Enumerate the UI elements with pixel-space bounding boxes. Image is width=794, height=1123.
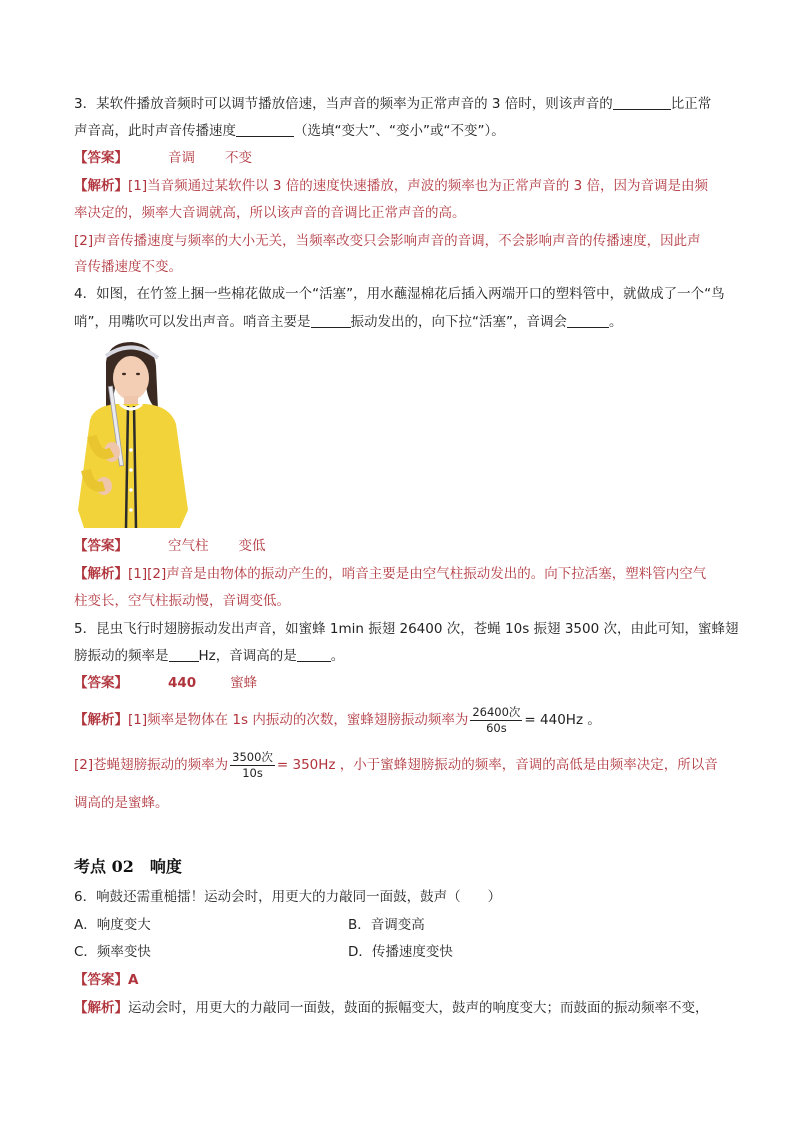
- q3-analysis-line4: 音传播速度不变。: [74, 259, 182, 275]
- q6-option-d: D．传播速度变快: [348, 944, 453, 960]
- answer-blank: [297, 647, 331, 662]
- q3-analysis-line3: [2]声音传播速度与频率的大小无关，当频率改变只会影响声音的音调，不会影响声音的传播速度，因此声: [74, 233, 701, 249]
- q6-option-a: A．响度变大: [74, 917, 151, 933]
- answer-blank: [169, 647, 199, 662]
- q4-stem-line1: 4．如图，在竹签上捆一些棉花做成一个“活塞”，用水蘸湿棉花后插入两端开口的塑料管中，就做成了一个“鸟: [74, 286, 725, 302]
- q3-stem-line1: 3．某软件播放音频时可以调节播放倍速，当声音的频率为正常声音的 3 倍时，则该声音的 比正常: [74, 96, 712, 112]
- q4-stem-line2: 哨”，用嘴吹可以发出声音。哨音主要是 振动发出的，向下拉“活塞”，音调会 。: [74, 314, 623, 330]
- answer-blank: [311, 313, 351, 328]
- q5-stem-line2: 膀振动的频率是 Hz，音调高的是 。: [74, 648, 345, 664]
- q5-analysis-line1: 【解析】[1]频率是物体在 1s 内振动的次数，蜜蜂翅膀振动频率为 $\frac{\text{26400次}}{60s}$ = 440Hz 。: [74, 704, 601, 735]
- q5-answer: 【答案】 440 蜜蜂: [74, 675, 258, 691]
- q6-option-b: B．音调变高: [348, 917, 425, 933]
- q5-stem-line1: 5．昆虫飞行时翅膀振动发出声音，如蜜蜂 1min 振翅 26400 次，苍蝇 10s 振翅 3500 次，由此可知，蜜蜂翅: [74, 621, 739, 637]
- q4-analysis-line1: 【解析】[1][2]声音是由物体的振动产生的，哨音主要是由空气柱振动发出的。向下拉活塞，塑料管内空气: [74, 566, 707, 582]
- q3-analysis-line2: 率决定的，频率大音调就高，所以该声音的音调比正常声音的高。: [74, 205, 466, 221]
- q5-analysis-line3: 调高的是蜜蜂。: [74, 795, 169, 811]
- q3-stem-line2: 声音高，此时声音传播速度 （选填“变大”、“变小”或“不变”）。: [74, 123, 505, 139]
- girl-whistle-image: [76, 340, 196, 528]
- q6-stem: 6．响鼓还需重槌擂！运动会时，用更大的力敲同一面鼓，鼓声（ ）: [74, 889, 502, 905]
- q3-analysis-line1: 【解析】[1]当音频通过某软件以 3 倍的速度快速播放，声波的频率也为正常声音的 3 倍，因为音调是由频: [74, 178, 708, 194]
- q4-analysis-line2: 柱变长，空气柱振动慢，音调变低。: [74, 593, 290, 609]
- q3-answer: 【答案】 音调 不变: [74, 150, 252, 166]
- girl-whistle-illustration: [76, 340, 196, 528]
- q6-option-c: C．频率变快: [74, 944, 151, 960]
- q6-analysis-line1: 【解析】运动会时，用更大的力敲同一面鼓，鼓面的振幅变大，鼓声的响度变大；而鼓面的振动频率不变，: [74, 1000, 709, 1016]
- section-heading: 考点 02 响度: [74, 857, 182, 876]
- q6-answer: 【答案】A: [74, 972, 139, 988]
- fraction-bee: $\frac{\text{26400次}}{60s}$: [472, 704, 521, 735]
- answer-blank: [613, 95, 671, 110]
- q5-analysis-line2: [2]苍蝇翅膀振动的频率为 $\frac{\text{3500次}}{10s}$ = 350Hz ，小于蜜蜂翅膀振动的频率，音调的高低是由频率决定，所以音: [74, 749, 718, 780]
- fraction-fly: $\frac{\text{3500次}}{10s}$: [232, 749, 273, 780]
- q4-answer: 【答案】 空气柱 变低: [74, 538, 266, 554]
- answer-blank: [567, 313, 609, 328]
- answer-blank: [236, 122, 294, 137]
